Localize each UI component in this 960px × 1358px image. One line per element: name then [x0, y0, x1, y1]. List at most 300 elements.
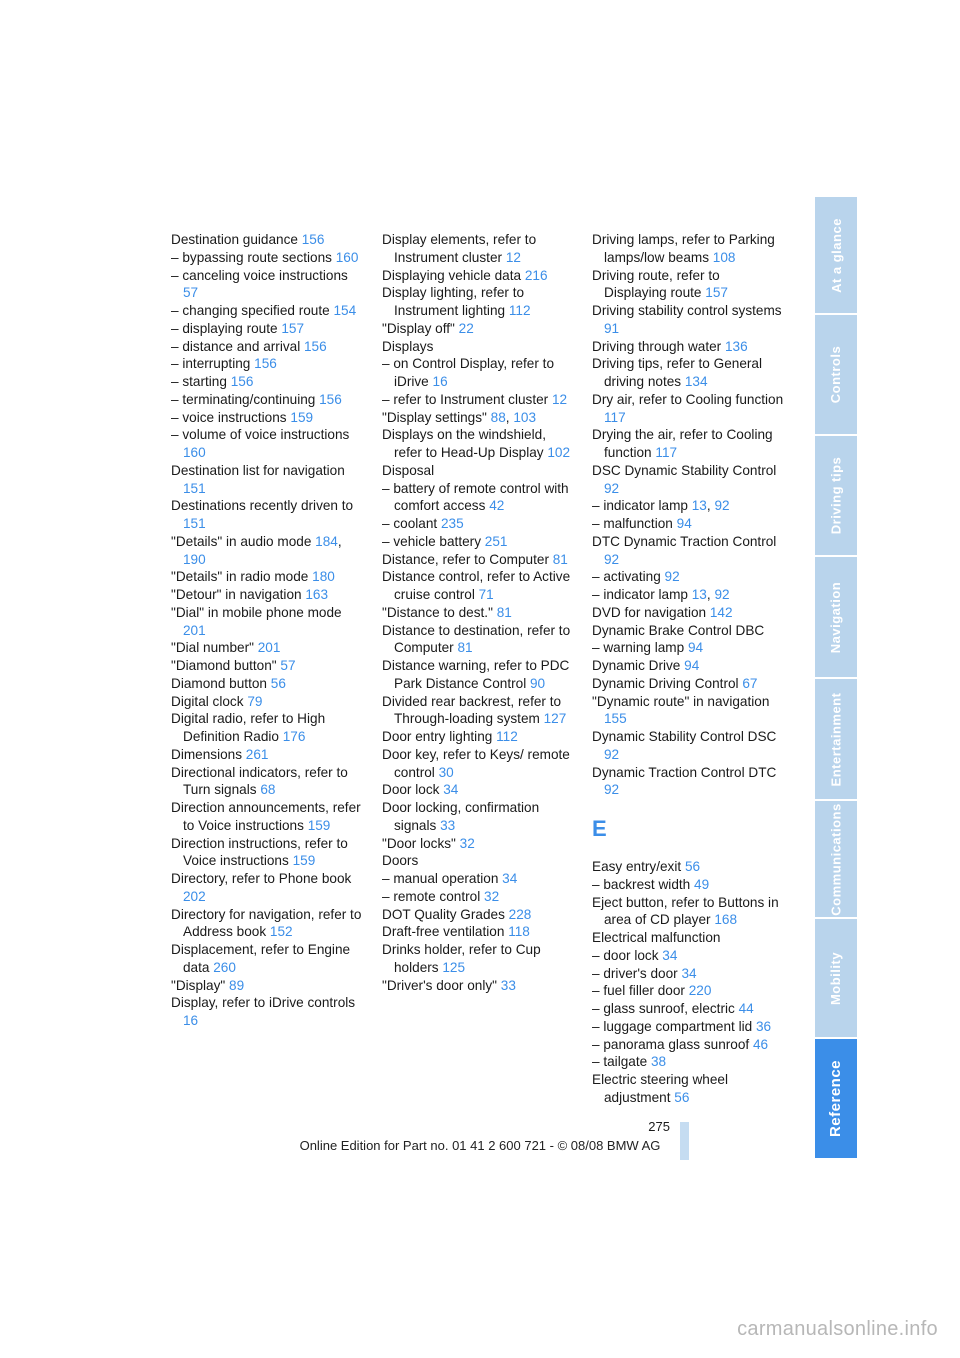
- index-entry: [382, 604, 574, 622]
- index-entry-text: Display elements, refer to Instrument cluster: [382, 232, 537, 265]
- index-entry-text: "Display off": [382, 320, 455, 336]
- index-entry-text: Distance control, refer to Active cruise control: [382, 569, 571, 602]
- index-entry-text: – refer to Instrument cluster: [382, 391, 549, 407]
- index-entry: "Display settings" 88, 103: [382, 409, 537, 425]
- page-reference-link[interactable]: 34: [681, 965, 697, 981]
- index-entry-text: Displaying vehicle data: [382, 267, 522, 283]
- index-column-2: [382, 231, 574, 994]
- page-number: 275: [648, 1119, 670, 1134]
- index-entry: [382, 888, 574, 906]
- index-entry: [592, 462, 784, 498]
- index-entry: [171, 391, 363, 409]
- index-entry: [171, 267, 363, 303]
- index-entry: [171, 497, 363, 533]
- index-entry-text: Destination list for navigation: [171, 462, 345, 478]
- index-entry-text: – coolant: [382, 516, 438, 531]
- page-reference-link[interactable]: 117: [655, 445, 678, 460]
- index-entry: [171, 657, 363, 675]
- index-entry: [171, 746, 363, 764]
- index-entry: [382, 923, 574, 941]
- page-reference-link[interactable]: 156: [230, 374, 254, 389]
- index-entry: [382, 320, 574, 338]
- index-entry-text: Direction instructions, refer to Voice instructions: [171, 835, 348, 869]
- page-reference-link[interactable]: 184: [315, 533, 338, 549]
- page-reference-link[interactable]: 118: [508, 924, 530, 940]
- index-entry: [592, 675, 784, 693]
- index-entry: [592, 858, 784, 876]
- page-reference-link[interactable]: 33: [500, 977, 516, 993]
- index-entry-text: – glass sunroof, electric: [592, 1001, 735, 1016]
- index-entry-text: Door key, refer to Keys/ remote control: [382, 746, 570, 780]
- index-entry-text: – battery of remote control with comfort access: [382, 480, 569, 514]
- page-reference-link[interactable]: 81: [457, 640, 473, 656]
- page-reference-link[interactable]: 57: [280, 658, 296, 673]
- index-entry-text: "Distance to dest.": [382, 604, 493, 620]
- index-entry: [171, 906, 363, 942]
- page-reference-link[interactable]: 34: [662, 947, 678, 963]
- watermark: carmanualsonline.info: [737, 1318, 938, 1340]
- index-entry-text: Driving through water: [592, 338, 722, 354]
- index-entry-text: "Detour" in navigation: [171, 587, 302, 602]
- index-entry: [171, 870, 363, 906]
- index-entry-text: Easy entry/exit: [592, 859, 682, 874]
- page-reference-link[interactable]: 159: [307, 817, 331, 833]
- index-entry-text: Distance warning, refer to PDC Park Distance Control: [382, 658, 570, 691]
- page-reference-link[interactable]: 102: [547, 445, 571, 460]
- index-entry-text: Directional indicators, refer to Turn signals: [171, 764, 348, 798]
- index-entry-text: – canceling voice instructions: [171, 267, 348, 283]
- index-entry-text: "Display": [171, 977, 226, 993]
- page-reference-link[interactable]: 94: [676, 516, 692, 531]
- index-entry: [171, 231, 363, 249]
- page-reference-link[interactable]: 156: [301, 232, 325, 247]
- index-entry: [382, 551, 574, 569]
- index-entry-text: Display, refer to iDrive controls: [171, 995, 356, 1011]
- page-reference-link[interactable]: 38: [650, 1054, 667, 1070]
- index-entry-text: – door lock: [592, 947, 659, 963]
- index-entry-text: "Door locks": [382, 835, 456, 851]
- index-entry: [171, 338, 363, 356]
- sidebar-tab-mobility[interactable]: [815, 919, 857, 1039]
- index-entry: [171, 977, 363, 995]
- index-entry-text: Disposal: [382, 462, 435, 478]
- page-reference-link[interactable]: 136: [724, 338, 748, 354]
- index-entry: [171, 409, 363, 427]
- page-reference-link[interactable]: 36: [755, 1018, 772, 1034]
- index-entry: [592, 622, 784, 640]
- page-reference-link[interactable]: 117: [604, 409, 626, 425]
- sidebar-tab-label: Reference: [827, 1059, 845, 1138]
- index-entry: [171, 639, 363, 657]
- index-entry-text: Digital radio, refer to High Definition Radio: [171, 711, 326, 744]
- page-reference-link[interactable]: 235: [440, 516, 464, 531]
- index-entry-text: – warning lamp: [592, 640, 685, 656]
- index-entry-text: Displacement, refer to Engine data: [171, 942, 351, 975]
- page-reference-link[interactable]: 92: [664, 569, 680, 585]
- index-entry-text: "Dynamic route" in navigation: [592, 693, 770, 709]
- index-entry: [382, 977, 574, 995]
- page-reference-link[interactable]: 12: [505, 249, 521, 265]
- index-entry-text: Eject button, refer to Buttons in area of CD player: [592, 894, 779, 928]
- page-reference-link[interactable]: 154: [333, 303, 357, 318]
- index-entry-text: – remote control: [382, 888, 481, 904]
- index-entry-text: Door entry lighting: [382, 729, 493, 744]
- page-reference-link[interactable]: 176: [282, 729, 306, 744]
- index-entry: [592, 929, 784, 947]
- index-entry-text: Directory for navigation, refer to Address book: [171, 906, 362, 940]
- index-entry-text: DSC Dynamic Stability Control: [592, 462, 777, 478]
- index-entry-text: – indicator lamp: [592, 587, 688, 602]
- page-reference-link[interactable]: 92: [714, 498, 730, 514]
- page-reference-link[interactable]: 103: [513, 409, 537, 425]
- page-reference-link[interactable]: 44: [738, 1001, 754, 1016]
- sidebar-tab-at-a-glance[interactable]: [815, 197, 857, 315]
- index-entry: [382, 941, 574, 977]
- page-reference-link[interactable]: 12: [552, 391, 568, 407]
- page-reference-link[interactable]: 151: [183, 516, 206, 531]
- index-entry: [592, 693, 784, 729]
- index-entry: [592, 391, 784, 427]
- page-reference-link[interactable]: 94: [684, 658, 700, 673]
- page-reference-link[interactable]: 92: [604, 782, 620, 798]
- index-entry: [382, 906, 574, 924]
- index-entry: [592, 533, 784, 569]
- index-entry: [171, 835, 363, 871]
- page-reference-link[interactable]: 159: [292, 853, 316, 869]
- index-entry-text: Divided rear backrest, refer to Through-loading system: [382, 693, 562, 727]
- page-reference-link[interactable]: 57: [183, 285, 199, 301]
- page-reference-link[interactable]: 156: [254, 356, 277, 372]
- index-entry: [592, 728, 784, 764]
- page-reference-link[interactable]: 46: [752, 1036, 769, 1052]
- index-entry: [382, 622, 574, 658]
- page-reference-link[interactable]: 190: [183, 551, 206, 567]
- index-entry-text: Diamond button: [171, 675, 267, 691]
- index-entry: [382, 568, 574, 604]
- index-entry-text: Dry air, refer to Cooling function: [592, 391, 784, 407]
- page-reference-link[interactable]: 42: [489, 498, 505, 514]
- index-entry-text: – on Control Display, refer to iDrive: [382, 356, 555, 389]
- index-entry-text: DTC Dynamic Traction Control: [592, 533, 777, 549]
- index-entry: [592, 764, 784, 800]
- sidebar-tab-label: Entertainment: [828, 692, 844, 786]
- index-entry: [592, 947, 784, 965]
- index-entry: [171, 568, 363, 586]
- page-reference-link[interactable]: 92: [604, 551, 620, 567]
- index-entry: [592, 965, 784, 983]
- index-entry: [171, 586, 363, 604]
- page-reference-link[interactable]: 151: [183, 480, 206, 496]
- page-reference-link[interactable]: 112: [508, 303, 531, 318]
- index-entry-text: Doors: [382, 853, 419, 869]
- index-entry: [171, 373, 363, 391]
- page-reference-link[interactable]: 16: [183, 1013, 199, 1028]
- page-reference-link[interactable]: 201: [257, 640, 281, 656]
- index-entry: [592, 1036, 784, 1054]
- page-reference-link[interactable]: 160: [183, 445, 206, 460]
- index-entry: [382, 426, 574, 462]
- page-reference-link[interactable]: 163: [305, 587, 329, 602]
- sidebar-tab-label: Driving tips: [828, 456, 844, 535]
- index-entry-text: – vehicle battery: [382, 533, 481, 549]
- index-entry: [171, 675, 363, 693]
- page-reference-link[interactable]: 16: [432, 374, 448, 389]
- index-entry: [171, 426, 363, 462]
- index-entry: [171, 302, 363, 320]
- index-entry-text: Display lighting, refer to Instrument lighting: [382, 285, 525, 318]
- index-entry: [592, 876, 784, 894]
- page-reference-link[interactable]: 67: [742, 675, 758, 691]
- index-entry-text: – interrupting: [171, 356, 251, 372]
- index-entry-text: – indicator lamp: [592, 498, 688, 514]
- page-reference-link[interactable]: 34: [443, 782, 459, 798]
- page-reference-link[interactable]: 168: [714, 912, 738, 928]
- page-reference-link[interactable]: 112: [496, 729, 518, 744]
- page-reference-link[interactable]: 160: [335, 249, 359, 265]
- index-entry: [171, 799, 363, 835]
- index-entry-text: Destinations recently driven to: [171, 498, 354, 514]
- page-reference-link[interactable]: 180: [312, 569, 335, 585]
- index-entry: [592, 231, 784, 267]
- page-reference-link[interactable]: 201: [183, 622, 206, 638]
- sidebar-tab-label: At a glance: [828, 217, 844, 293]
- page-reference-link[interactable]: 156: [304, 338, 327, 354]
- index-entry: [592, 1000, 784, 1018]
- index-entry-text: – displaying route: [171, 320, 278, 336]
- index-entry-text: Draft-free ventilation: [382, 924, 505, 940]
- page-reference-link[interactable]: 220: [688, 983, 712, 999]
- index-entry-text: – panorama glass sunroof: [592, 1036, 750, 1052]
- page-reference-link[interactable]: 89: [229, 977, 245, 993]
- index-entry: [592, 604, 784, 622]
- index-entry: [382, 835, 574, 853]
- index-entry-text: "Display settings": [382, 409, 487, 425]
- page-reference-link[interactable]: 92: [714, 587, 730, 602]
- index-entry-text: Dynamic Traction Control DTC: [592, 764, 777, 780]
- page-reference-link[interactable]: 125: [442, 959, 466, 975]
- page-reference-link[interactable]: 92: [604, 480, 620, 496]
- page-reference-link[interactable]: 152: [269, 924, 293, 940]
- index-entry-text: – manual operation: [382, 871, 499, 886]
- page-reference-link[interactable]: 91: [604, 320, 620, 336]
- index-entry-text: – backrest width: [592, 876, 691, 892]
- index-entry-text: Driving tips, refer to General driving notes: [592, 356, 762, 389]
- page-reference-link[interactable]: 34: [502, 871, 518, 886]
- index-entry: [171, 764, 363, 800]
- index-entry-text: Driving route, refer to Displaying route: [592, 267, 720, 301]
- index-entry-text: Dynamic Brake Control DBC: [592, 622, 765, 638]
- footer-edition-text: Online Edition for Part no. 01 41 2 600 721 - © 08/08 BMW AG: [299, 1138, 661, 1153]
- index-entry: [382, 355, 574, 391]
- index-entry-text: Directory, refer to Phone book: [171, 871, 352, 886]
- page-reference-link[interactable]: 68: [260, 782, 276, 798]
- index-entry: [382, 852, 574, 870]
- index-entry-text: – luggage compartment lid: [592, 1018, 753, 1034]
- sidebar-tab-controls[interactable]: [815, 315, 857, 436]
- index-entry: "Details" in audio mode 184, 190: [171, 533, 342, 567]
- sidebar-tab-label: Navigation: [828, 581, 844, 653]
- sidebar-tab-entertainment[interactable]: [815, 679, 857, 801]
- index-entry: [592, 568, 784, 586]
- index-entry: [382, 870, 574, 888]
- index-entry: [382, 462, 574, 480]
- index-entry-text: Door lock: [382, 782, 440, 798]
- page-reference-link[interactable]: 30: [438, 764, 454, 780]
- index-entry-text: Dynamic Driving Control: [592, 675, 739, 691]
- index-entry-text: "Dial number": [171, 640, 254, 656]
- page-reference-link[interactable]: 32: [459, 835, 475, 851]
- index-entry: [592, 355, 784, 391]
- page-reference-link[interactable]: 81: [552, 551, 568, 567]
- index-entry: [592, 515, 784, 533]
- index-entry: [592, 1018, 784, 1036]
- index-entry: [171, 604, 363, 640]
- section-sidebar: [815, 197, 857, 1160]
- page-reference-link[interactable]: 22: [458, 320, 474, 336]
- index-entry-text: – tailgate: [592, 1054, 648, 1070]
- index-entry-text: DOT Quality Grades: [382, 906, 505, 922]
- index-entry-text: Dynamic Stability Control DSC: [592, 729, 777, 744]
- index-entry: [592, 1071, 784, 1107]
- page-reference-link[interactable]: 134: [684, 374, 708, 389]
- index-entry: [382, 657, 574, 693]
- sidebar-tab-navigation[interactable]: [815, 557, 857, 679]
- index-entry: [382, 693, 574, 729]
- index-entry-text: – bypassing route sections: [171, 249, 332, 265]
- page-reference-link[interactable]: 94: [687, 640, 704, 656]
- index-entry-text: – starting: [171, 374, 227, 389]
- index-entry-text: – volume of voice instructions: [171, 427, 350, 443]
- index-entry-text: Drying the air, refer to Cooling function: [592, 427, 773, 460]
- index-entry-text: Driving lamps, refer to Parking lamps/low beams: [592, 232, 775, 265]
- index-entry: [382, 781, 574, 799]
- index-entry: [382, 231, 574, 267]
- page-reference-link[interactable]: 32: [484, 888, 500, 904]
- page-reference-link[interactable]: 260: [213, 959, 236, 975]
- sidebar-tab-communications[interactable]: [815, 801, 857, 919]
- index-entry: [171, 994, 363, 1030]
- index-entry: [592, 338, 784, 356]
- page-reference-link[interactable]: 251: [484, 533, 508, 549]
- index-entry-text: Electric steering wheel adjustment: [592, 1072, 728, 1105]
- index-entry: [171, 941, 363, 977]
- index-entry: [592, 639, 784, 657]
- index-entry-text: "Dial" in mobile phone mode: [171, 604, 342, 620]
- index-entry-text: Digital clock: [171, 693, 244, 709]
- page-reference-link[interactable]: 88: [490, 409, 506, 425]
- page-reference-link[interactable]: 156: [319, 391, 342, 407]
- index-entry-text: Destination guidance: [171, 232, 298, 247]
- index-entry-text: Distance, refer to Computer: [382, 551, 549, 567]
- page-reference-link[interactable]: 13: [691, 498, 707, 514]
- index-entry-text: – changing specified route: [171, 303, 330, 318]
- page-reference-link[interactable]: 108: [712, 249, 736, 265]
- page-reference-link[interactable]: 157: [705, 285, 728, 301]
- page-reference-link[interactable]: 127: [543, 711, 567, 727]
- index-entry-text: – driver's door: [592, 965, 678, 981]
- index-entry: [382, 267, 574, 285]
- index-entry-text: Dimensions: [171, 746, 243, 762]
- sidebar-tab-label: Communications: [828, 802, 844, 916]
- sidebar-tab-label: Mobility: [828, 951, 844, 1005]
- page-reference-link[interactable]: 33: [440, 817, 456, 833]
- index-entry: [592, 426, 784, 462]
- page-reference-link[interactable]: 216: [524, 267, 548, 283]
- index-entry: [382, 533, 574, 551]
- index-entry: [171, 320, 363, 338]
- index-entry-text: Driving stability control systems: [592, 303, 782, 318]
- index-entry-text: Door locking, confirmation signals: [382, 800, 540, 833]
- page-reference-link[interactable]: 157: [281, 320, 305, 336]
- index-entry: [382, 284, 574, 320]
- page-reference-link[interactable]: 92: [604, 746, 620, 762]
- index-entry-text: Drinks holder, refer to Cup holders: [382, 942, 541, 975]
- index-entry-text: – fuel filler door: [592, 983, 685, 999]
- index-entry: [382, 480, 574, 516]
- page-reference-link[interactable]: 261: [245, 746, 269, 762]
- index-entry: [592, 1053, 784, 1071]
- index-entry: [382, 391, 574, 409]
- index-entry: [592, 982, 784, 1000]
- index-entry: [592, 657, 784, 675]
- page-reference-link[interactable]: 228: [508, 906, 532, 922]
- page-reference-link[interactable]: 56: [270, 675, 286, 691]
- index-entry: [382, 746, 574, 782]
- page-reference-link[interactable]: 142: [709, 604, 733, 620]
- index-entry-text: Displays on the windshield, refer to Head-Up Display: [382, 427, 546, 460]
- index-entry: [171, 462, 363, 498]
- index-entry: [592, 267, 784, 303]
- page-reference-link[interactable]: 13: [691, 587, 707, 602]
- page-reference-link[interactable]: 56: [684, 859, 701, 874]
- index-column-3: [592, 231, 784, 1107]
- page-reference-link[interactable]: 159: [290, 409, 314, 425]
- index-column-1: [171, 231, 363, 1030]
- index-entry: [382, 515, 574, 533]
- page-reference-link[interactable]: 49: [694, 876, 710, 892]
- index-entry: [171, 710, 363, 746]
- page-reference-link[interactable]: 71: [478, 587, 494, 602]
- page-reference-link[interactable]: 155: [604, 711, 627, 727]
- index-entry-text: – voice instructions: [171, 409, 287, 425]
- page-reference-link[interactable]: 202: [183, 888, 206, 904]
- index-entry-text: Dynamic Drive: [592, 658, 681, 673]
- index-entry-text: Distance to destination, refer to Computer: [382, 622, 571, 656]
- index-entry: – indicator lamp 13, 92: [592, 587, 730, 602]
- index-entry-text: Displays: [382, 338, 434, 354]
- index-entry: [382, 728, 574, 746]
- index-entry: [382, 338, 574, 356]
- index-entry-text: – activating: [592, 569, 661, 585]
- index-entry-text: "Driver's door only": [382, 977, 497, 993]
- index-entry: [592, 302, 784, 338]
- page-reference-link[interactable]: 56: [674, 1089, 690, 1105]
- page-reference-link[interactable]: 90: [530, 675, 546, 691]
- sidebar-tab-driving-tips[interactable]: [815, 436, 857, 557]
- index-letter-heading: E: [592, 816, 607, 841]
- index-entry-text: "Diamond button": [171, 658, 277, 673]
- index-entry: – indicator lamp 13, 92: [592, 498, 730, 514]
- page-reference-link[interactable]: 81: [496, 604, 512, 620]
- index-entry: [171, 249, 363, 267]
- index-entry: [171, 355, 363, 373]
- page-reference-link[interactable]: 79: [247, 693, 263, 709]
- index-entry-text: – distance and arrival: [171, 338, 301, 354]
- index-entry: [171, 693, 363, 711]
- index-entry-text: – terminating/continuing: [171, 391, 316, 407]
- index-entry-text: – malfunction: [592, 516, 673, 531]
- index-entry-text: "Details" in audio mode: [171, 533, 312, 549]
